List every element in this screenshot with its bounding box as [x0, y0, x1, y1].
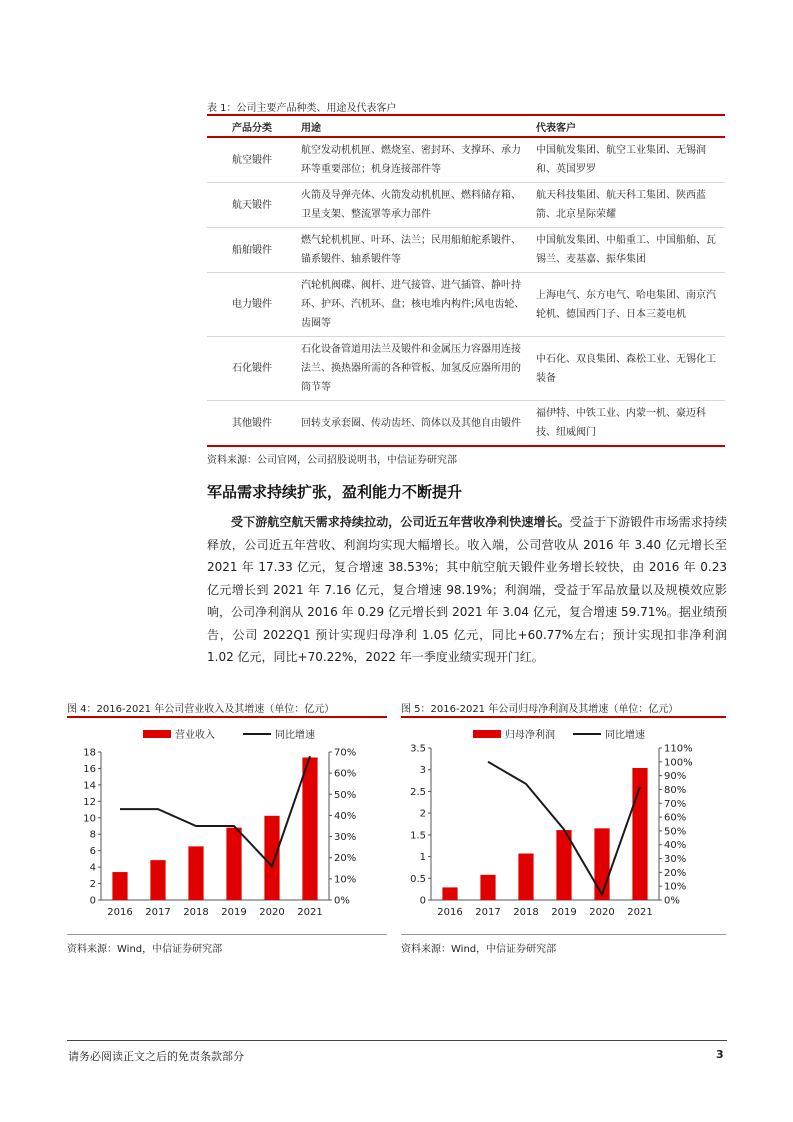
- cell-customers: 上海电气、东方电气、哈电集团、南京汽轮机、德国西门子、日本三菱电机: [532, 273, 725, 337]
- bar: [302, 758, 317, 900]
- legend-line-label: 同比增速: [605, 730, 645, 741]
- cell-use: 汽轮机阀碟、阀杆、进气接管、进气插管、静叶持环、护环、汽机环、盘；核电堆内构件;风电齿轮、齿圈等: [297, 273, 532, 337]
- table-row: [207, 137, 725, 183]
- y-right-tick-label: 20%: [334, 853, 357, 865]
- figure-4-source: 资料来源：Wind，中信证券研究部: [67, 944, 223, 955]
- y-left-tick-label: 1: [419, 852, 426, 864]
- legend-bar-label: 营业收入: [175, 730, 215, 741]
- bar: [226, 828, 241, 900]
- x-tick-label: 2016: [107, 907, 133, 918]
- figure-4-bottom-rule: [67, 934, 387, 935]
- y-left-tick-label: 16: [83, 763, 96, 775]
- y-left-tick-label: 12: [83, 796, 96, 808]
- y-left-tick-label: 10: [83, 813, 96, 825]
- paragraph-lead: 受下游航空航天需求持续拉动，公司近五年营收净利快速增长。: [231, 515, 570, 529]
- y-left-tick-label: 6: [89, 846, 96, 858]
- revenue-chart: [67, 720, 387, 932]
- figure-4-caption: 图 4：2016-2021 年公司营业收入及其增速（单位：亿元）: [67, 704, 335, 715]
- y-left-tick-label: 0: [419, 895, 426, 907]
- y-right-tick-label: 80%: [664, 784, 687, 796]
- x-tick-label: 2017: [475, 907, 501, 918]
- x-tick-label: 2020: [259, 907, 285, 918]
- net-profit-chart: [401, 720, 726, 932]
- figure-5-source: 资料来源：Wind，中信证券研究部: [401, 944, 557, 955]
- y-right-tick-label: 0%: [664, 895, 680, 907]
- y-right-tick-label: 70%: [334, 747, 357, 759]
- x-tick-label: 2016: [437, 907, 463, 918]
- bar: [264, 816, 279, 900]
- x-tick-label: 2019: [221, 907, 247, 918]
- y-left-tick-label: 1.5: [410, 830, 426, 842]
- header-category: 产品分类: [207, 115, 297, 137]
- y-left-tick-label: 0: [89, 895, 96, 907]
- y-right-tick-label: 90%: [664, 771, 687, 783]
- y-left-tick-label: 2: [89, 879, 96, 891]
- x-tick-label: 2018: [183, 907, 209, 918]
- y-right-tick-label: 60%: [334, 768, 357, 780]
- y-right-tick-label: 100%: [664, 757, 693, 769]
- cell-category: 船舶锻件: [207, 228, 297, 273]
- y-left-tick-label: 0.5: [410, 873, 426, 885]
- cell-use: 航空发动机机匣、燃烧室、密封环、支撑环、承力环等重要部位；机身连接部件等: [297, 137, 532, 183]
- legend-bar-swatch: [143, 730, 171, 738]
- x-tick-label: 2020: [589, 907, 615, 918]
- y-left-tick-label: 2.5: [410, 786, 426, 798]
- y-right-tick-label: 20%: [664, 867, 687, 879]
- x-tick-label: 2017: [145, 907, 171, 918]
- legend-line-label: 同比增速: [275, 730, 315, 741]
- x-tick-label: 2019: [551, 907, 577, 918]
- table-header-row: [207, 115, 725, 137]
- y-right-tick-label: 40%: [334, 810, 357, 822]
- y-left-tick-label: 14: [83, 780, 96, 792]
- cell-category: 其他锻件: [207, 401, 297, 447]
- table-row: [207, 228, 725, 273]
- bar: [480, 875, 495, 900]
- growth-rate-line: [120, 756, 310, 866]
- table-source: 资料来源：公司官网，公司招股说明书，中信证券研究部: [207, 455, 457, 466]
- table-row: [207, 273, 725, 337]
- y-left-tick-label: 18: [83, 747, 96, 759]
- bar: [188, 846, 203, 900]
- y-left-tick-label: 4: [89, 862, 96, 874]
- table-caption: 表 1：公司主要产品种类、用途及代表客户: [207, 103, 397, 114]
- table-row: [207, 337, 725, 401]
- x-tick-label: 2018: [513, 907, 539, 918]
- cell-category: 航天锻件: [207, 183, 297, 228]
- figure-5-bottom-rule: [401, 934, 726, 935]
- bar: [150, 860, 165, 900]
- y-right-tick-label: 50%: [664, 826, 687, 838]
- y-right-tick-label: 30%: [334, 832, 357, 844]
- bar: [518, 854, 533, 900]
- cell-category: 电力锻件: [207, 273, 297, 337]
- y-left-tick-label: 8: [89, 829, 96, 841]
- table-row: [207, 401, 725, 447]
- y-right-tick-label: 110%: [664, 743, 693, 755]
- y-left-tick-label: 3.5: [410, 743, 426, 755]
- cell-category: 航空锻件: [207, 137, 297, 183]
- bar: [112, 872, 127, 900]
- legend-bar-swatch: [473, 730, 501, 738]
- header-customers: 代表客户: [532, 115, 725, 137]
- bar: [442, 887, 457, 900]
- cell-use: 回转支承套圈、传动齿坯、筒体以及其他自由锻件: [297, 401, 532, 447]
- cell-use: 燃气轮机机匣、叶环、法兰；民用船舶舵系锻件、锚系锻件、轴系锻件等: [297, 228, 532, 273]
- y-right-tick-label: 0%: [334, 895, 350, 907]
- y-right-tick-label: 60%: [664, 812, 687, 824]
- x-tick-label: 2021: [627, 907, 653, 918]
- cell-customers: 中国航发集团、中船重工、中国船舶、瓦锡兰、麦基嘉、振华集团: [532, 228, 725, 273]
- y-right-tick-label: 50%: [334, 789, 357, 801]
- y-right-tick-label: 70%: [664, 798, 687, 810]
- cell-use: 火箭及导弹壳体、火箭发动机机匣、燃料储存箱、卫星支架、整流罩等承力部件: [297, 183, 532, 228]
- paragraph-body: 受益于下游锻件市场需求持续释放，公司近五年营收、利润均实现大幅增长。收入端，公司营收从 2016 年 3.40 亿元增长至 2021 年 17.33 亿元，复合增速 38.53%；其中航空航天锻件业务增长较快，由 2016 年 0.23 亿元增长到 2021 年 7.16 亿元，复合增速 98.19%；利润端，受益于军品放量以及规模效应影响，公司净利润从 2016 年 0.29 亿元增长到 2021 年 3.04 亿元，复合增速 59.71%。据业绩预告，公司 2022Q1 预计实现归母净利 1.05 亿元，同比+60.77%左右；预计实现扣非净利润 1.02 亿元，同比+70.22%，2022 年一季度业绩实现开门红。: [207, 515, 727, 664]
- cell-use: 石化设备管道用法兰及锻件和金属压力容器用连接法兰、换热器所需的各种管板、加氢反应器所用的筒节等: [297, 337, 532, 401]
- footer-disclaimer: 请务必阅读正文之后的免责条款部分: [68, 1050, 244, 1063]
- body-paragraph: [207, 511, 727, 669]
- y-right-tick-label: 30%: [664, 854, 687, 866]
- y-left-tick-label: 2: [419, 808, 426, 820]
- y-right-tick-label: 10%: [664, 881, 687, 893]
- y-right-tick-label: 10%: [334, 874, 357, 886]
- footer-rule: [67, 1040, 727, 1041]
- figure-4-top-rule: [67, 716, 387, 718]
- x-tick-label: 2021: [297, 907, 323, 918]
- section-title: 军品需求持续扩张，盈利能力不断提升: [207, 483, 463, 501]
- page-number: 3: [716, 1048, 724, 1061]
- cell-customers: 航天科技集团、航天科工集团、陕西蓝箭、北京星际荣耀: [532, 183, 725, 228]
- cell-customers: 中石化、双良集团、森松工业、无锡化工装备: [532, 337, 725, 401]
- cell-customers: 福伊特、中铁工业、内蒙一机、豪迈科技、纽威阀门: [532, 401, 725, 447]
- bar: [594, 828, 609, 900]
- header-use: 用途: [297, 115, 532, 137]
- product-table: [207, 114, 725, 447]
- y-left-tick-label: 3: [419, 765, 426, 777]
- table-row: [207, 183, 725, 228]
- cell-category: 石化锻件: [207, 337, 297, 401]
- figure-5-caption: 图 5：2016-2021 年公司归母净利润及其增速（单位：亿元）: [401, 704, 679, 715]
- legend-bar-label: 归母净利润: [505, 730, 555, 741]
- cell-customers: 中国航发集团、航空工业集团、无锡润和、英国罗罗: [532, 137, 725, 183]
- y-right-tick-label: 40%: [664, 840, 687, 852]
- figure-5-top-rule: [401, 716, 726, 718]
